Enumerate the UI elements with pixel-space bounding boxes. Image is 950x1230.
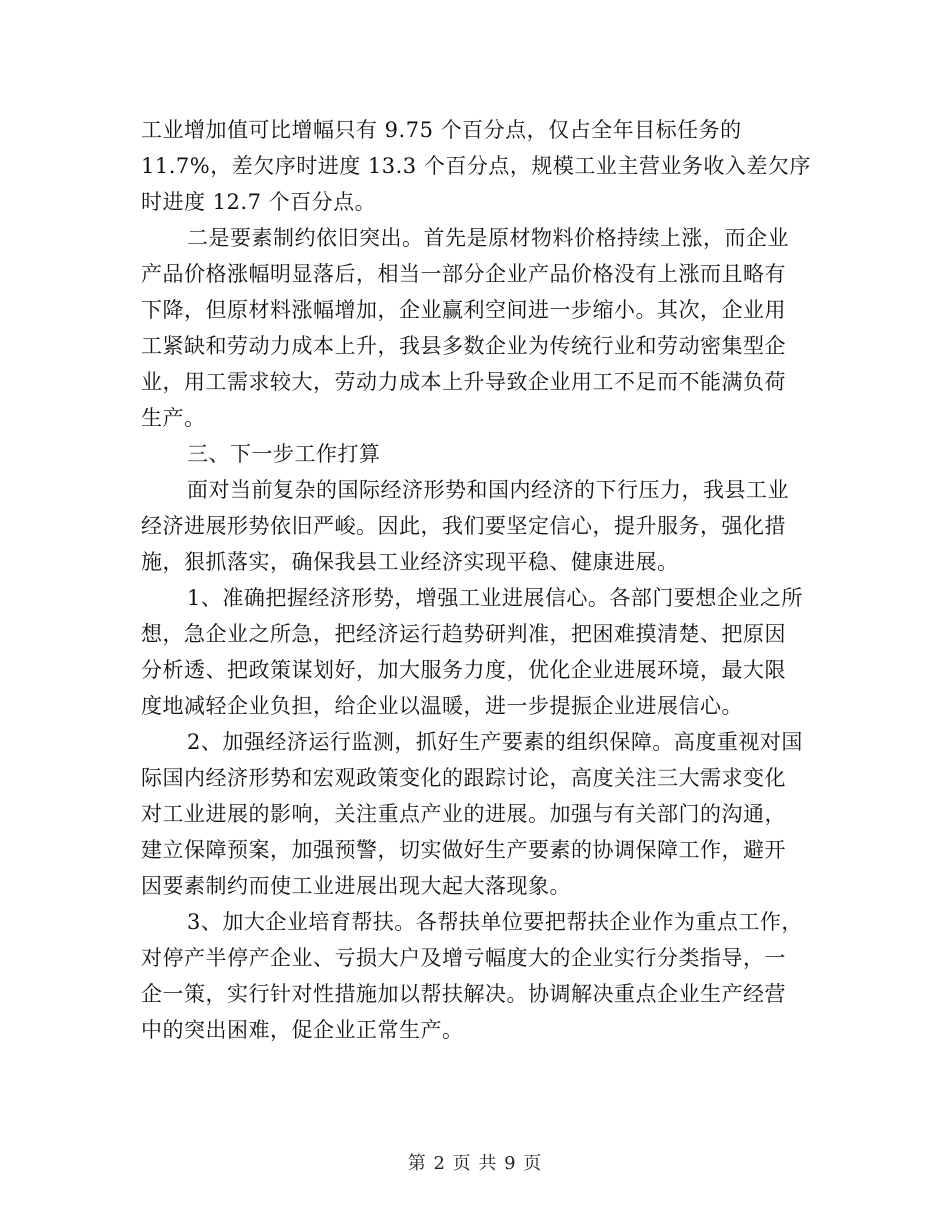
- text-line: 11.7%，差欠序时进度 13.3 个百分点，规模工业主营业务收入差欠序: [141, 154, 811, 178]
- text-line: 中的突出困难，促企业正常生产。: [141, 1018, 464, 1042]
- text-line: 对停产半停产企业、亏损大户及增亏幅度大的企业实行分类指导，一: [141, 946, 786, 970]
- text-line: 度地减轻企业负担，给企业以温暖，进一步提振企业进展信心。: [141, 694, 743, 718]
- text-line: 3、加大企业培育帮扶。各帮扶单位要把帮扶企业作为重点工作，: [187, 910, 803, 934]
- paragraph-item-3: [141, 904, 809, 1048]
- text-line: 业，用工需求较大，劳动力成本上升导致企业用工不足而不能满负荷: [141, 370, 786, 394]
- paragraph-item-1: [141, 580, 809, 724]
- paragraph-next-steps-intro: [141, 472, 809, 580]
- text-line: 工业增加值可比增幅只有 9.75 个百分点，仅占全年目标任务的: [141, 118, 742, 142]
- text-line: 对工业进展的影响，关注重点产业的进展。加强与有关部门的沟通，: [141, 802, 786, 826]
- text-line: 企一策，实行针对性措施加以帮扶解决。协调解决重点企业生产经营: [141, 982, 786, 1006]
- section-heading-next-steps: [141, 436, 809, 472]
- text-line: 想，急企业之所急，把经济运行趋势研判准，把困难摸清楚、把原因: [141, 622, 786, 646]
- section-heading: 三、下一步工作打算: [187, 442, 381, 466]
- paragraph-factor-constraints: [141, 220, 809, 436]
- text-line: 时进度 12.7 个百分点。: [141, 190, 377, 214]
- text-line: 2、加强经济运行监测，抓好生产要素的组织保障。高度重视对国: [187, 730, 803, 754]
- text-line: 经济进展形势依旧严峻。因此，我们要坚定信心，提升服务，强化措: [141, 514, 786, 538]
- text-line: 工紧缺和劳动力成本上升，我县多数企业为传统行业和劳动密集型企: [141, 334, 786, 358]
- text-line: 1、准确把握经济形势，增强工业进展信心。各部门要想企业之所: [187, 586, 803, 610]
- text-line: 建立保障预案，加强预警，切实做好生产要素的协调保障工作，避开: [141, 838, 786, 862]
- text-line: 因要素制约而使工业进展出现大起大落现象。: [141, 874, 571, 898]
- text-line: 分析透、把政策谋划好，加大服务力度，优化企业进展环境，最大限: [141, 658, 786, 682]
- text-line: 二是要素制约依旧突出。首先是原材物料价格持续上涨，而企业: [187, 226, 789, 250]
- paragraph-item-2: [141, 724, 809, 904]
- text-line: 生产。: [141, 406, 206, 430]
- document-body: [141, 112, 809, 1048]
- text-line: 施，狠抓落实，确保我县工业经济实现平稳、健康进展。: [141, 550, 679, 574]
- page-number-footer: 第 2 页 共 9 页: [407, 1153, 543, 1174]
- text-line: 下降，但原材料涨幅增加，企业赢利空间进一步缩小。其次，企业用: [141, 298, 786, 322]
- text-line: 面对当前复杂的国际经济形势和国内经济的下行压力，我县工业: [187, 478, 789, 502]
- text-line: 际国内经济形势和宏观政策变化的跟踪讨论，高度关注三大需求变化: [141, 766, 786, 790]
- paragraph-industrial-growth-gap: [141, 112, 809, 220]
- text-line: 产品价格涨幅明显落后，相当一部分企业产品价格没有上涨而且略有: [141, 262, 786, 286]
